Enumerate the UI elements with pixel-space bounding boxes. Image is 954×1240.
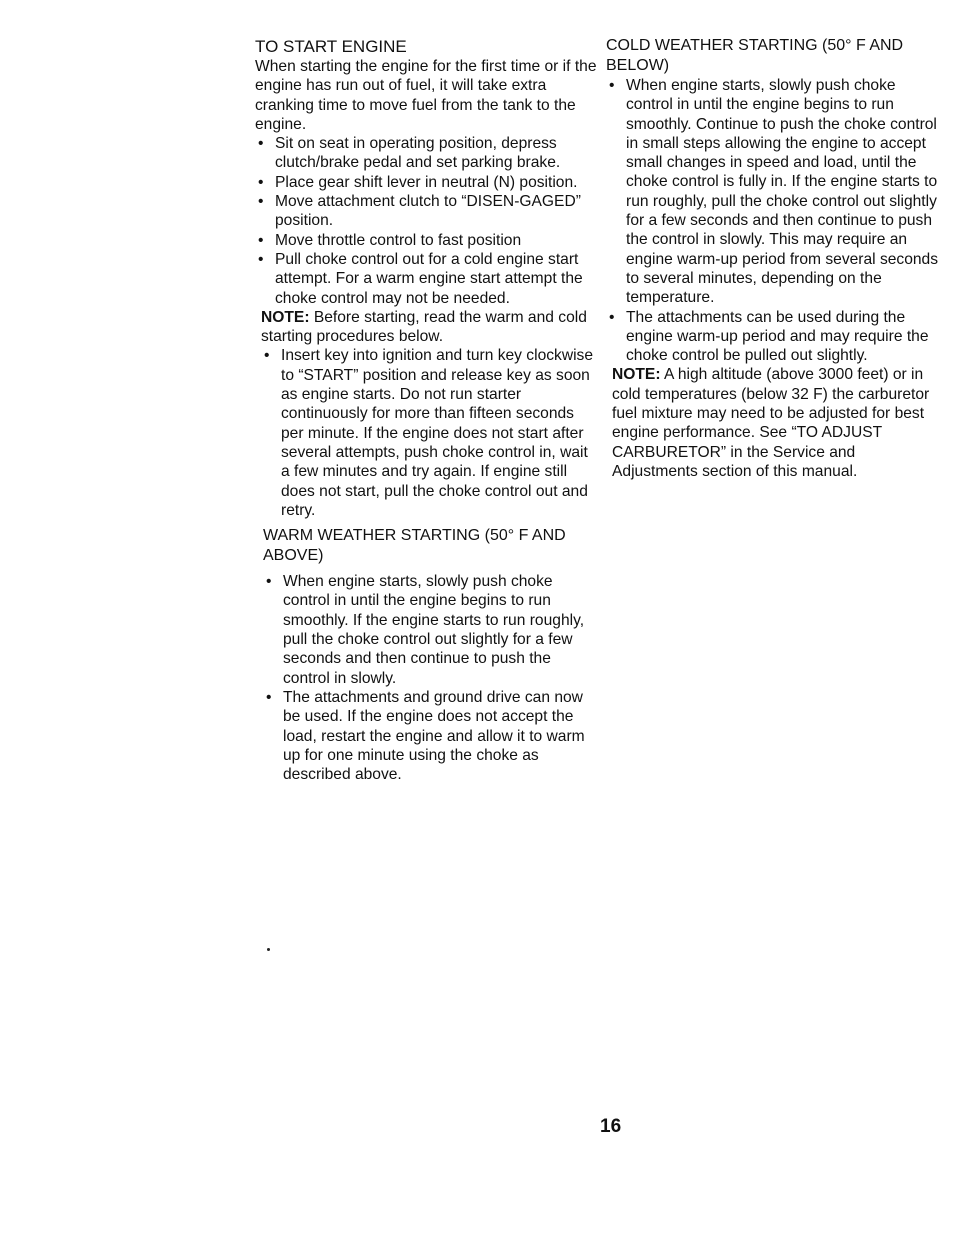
note-text: A high altitude (above 3000 feet) or in cold temperatures (below 32 F) the carburetor fuel mixture may need to be adjusted for best engine performance. See “TO ADJUST CARBURETOR” in the Service and Adjustments section of this manual. bbox=[612, 366, 930, 480]
list-item: • Pull choke control out for a cold engine start attempt. For a warm engine start attempt the choke control may not be needed. bbox=[255, 250, 600, 308]
list-item: • Sit on seat in operating position, depress clutch/brake pedal and set parking brake. bbox=[255, 134, 600, 173]
warm-steps-list bbox=[263, 572, 600, 784]
list-item: • The attachments and ground drive can now be used. If the engine does not accept the load, restart the engine and allow it to warm up for one minute using the choke as described above. bbox=[263, 688, 600, 784]
note-paragraph bbox=[612, 365, 942, 481]
page-number: 16 bbox=[600, 1116, 622, 1137]
section-title-warm-weather: WARM WEATHER STARTING (50° F AND ABOVE) bbox=[263, 527, 566, 565]
list-item: • Insert key into ignition and turn key clockwise to “START” position and release key as soon as engine starts. Do not run starter continuously for more than fifteen seconds per minute. If the engine does not start after several attempts, push choke control in, wait a few minutes and try again. If engine still does not start, pull the choke control out and retry. bbox=[261, 346, 600, 520]
left-column bbox=[255, 36, 600, 784]
section-title-cold-weather: COLD WEATHER STARTING (50° F AND BELOW) bbox=[606, 37, 904, 74]
list-item: • Move throttle control to fast position bbox=[255, 231, 600, 250]
note-text: Before starting, read the warm and cold starting procedures below. bbox=[261, 308, 587, 346]
intro-paragraph: When starting the engine for the first time or if the engine has run out of fuel, it will take extra cranking time to move fuel from the tank to the engine. bbox=[255, 58, 597, 133]
start-steps-list bbox=[255, 134, 600, 308]
list-item: • The attachments can be used during the engine warm-up period and may require the choke control be pulled out slightly. bbox=[606, 308, 942, 366]
note-label: NOTE: bbox=[612, 366, 661, 384]
note-paragraph bbox=[261, 308, 600, 347]
scan-speck bbox=[267, 948, 270, 951]
cold-steps-list bbox=[606, 76, 942, 365]
ignition-steps-list bbox=[261, 346, 600, 520]
list-item: • Place gear shift lever in neutral (N) position. bbox=[255, 173, 600, 192]
list-item: • Move attachment clutch to “DISEN-GAGED” position. bbox=[255, 192, 600, 231]
note-label: NOTE: bbox=[261, 308, 310, 326]
list-item: • When engine starts, slowly push choke control in until the engine begins to run smoothly. Continue to push the choke control in small steps allowing the engine to accept small changes in speed and load, until the choke control is fully in. If the engine starts to run roughly, pull the choke control out slightly for a few seconds and then continue to push the control in slowly. This may require an engine warm-up period from several seconds to several minutes, depending on the temperature. bbox=[606, 76, 942, 308]
list-item: • When engine starts, slowly push choke control in until the engine begins to run smoothly. If the engine starts to run roughly, pull the choke control out slightly for a few seconds and then continue to push the control in slowly. bbox=[263, 572, 600, 688]
right-column bbox=[606, 36, 942, 481]
section-title-start-engine: TO START ENGINE bbox=[255, 37, 407, 56]
